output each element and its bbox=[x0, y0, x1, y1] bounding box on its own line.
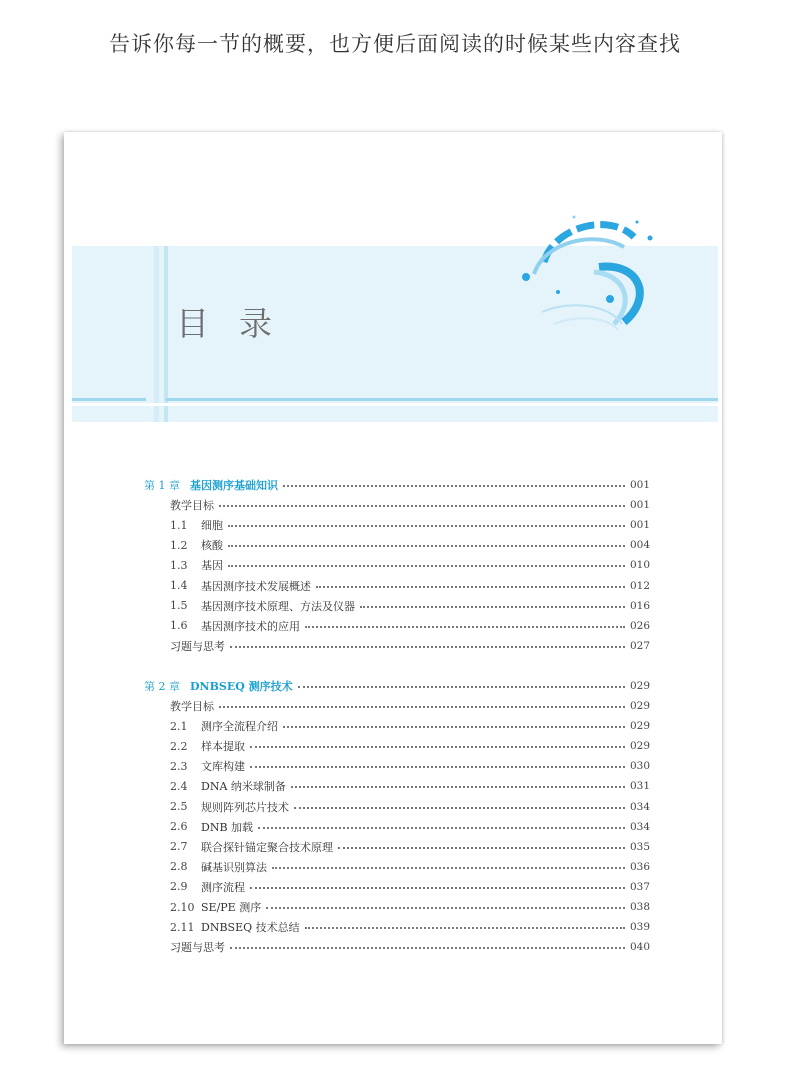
dot-leader bbox=[219, 505, 625, 507]
dot-leader bbox=[230, 947, 625, 949]
section-number: 1.3 bbox=[170, 558, 188, 572]
section-title: SE/PE 测序 bbox=[201, 901, 262, 914]
toc-entry-row[interactable] bbox=[170, 536, 650, 554]
dot-leader bbox=[272, 867, 625, 869]
chapter-number: 第 1 章 bbox=[144, 479, 180, 492]
page-number: 001 bbox=[630, 479, 651, 491]
toc-entry-row[interactable] bbox=[170, 516, 650, 534]
section-title: 碱基识别算法 bbox=[201, 860, 267, 874]
page-number: 010 bbox=[630, 559, 651, 572]
section-number: 1.5 bbox=[170, 599, 188, 613]
dot-leader bbox=[258, 827, 625, 829]
banner-divider-line bbox=[166, 398, 718, 401]
page-number: 040 bbox=[630, 941, 651, 954]
section-title: 基因测序技术发展概述 bbox=[201, 579, 311, 593]
page-number: 029 bbox=[630, 740, 651, 753]
toc-entry-row[interactable] bbox=[170, 637, 650, 655]
page-number: 034 bbox=[630, 820, 651, 833]
page-number: 038 bbox=[630, 901, 651, 913]
section-number: 2.3 bbox=[170, 759, 188, 773]
dot-leader bbox=[305, 927, 625, 929]
dot-leader bbox=[291, 786, 625, 788]
dot-leader bbox=[228, 565, 625, 567]
dot-leader bbox=[360, 606, 625, 608]
dot-leader bbox=[316, 586, 625, 588]
page-number: 039 bbox=[630, 921, 651, 934]
page-number: 031 bbox=[630, 780, 651, 793]
page-number: 029 bbox=[630, 720, 651, 733]
toc-entry-row[interactable] bbox=[170, 798, 650, 816]
toc-entry-row[interactable] bbox=[170, 577, 650, 595]
book-page bbox=[64, 132, 722, 1044]
toc-entry-row[interactable] bbox=[170, 737, 650, 755]
page-number: 030 bbox=[630, 760, 651, 773]
section-title: DNA 纳米球制备 bbox=[201, 780, 286, 794]
toc-entry-row[interactable] bbox=[170, 938, 650, 956]
dot-leader bbox=[250, 766, 625, 768]
dot-leader bbox=[250, 746, 625, 748]
dot-leader bbox=[338, 847, 625, 849]
section-title: 教学目标 bbox=[170, 700, 214, 713]
dot-leader bbox=[228, 525, 625, 527]
dot-leader bbox=[283, 726, 625, 728]
section-number: 2.2 bbox=[170, 739, 188, 753]
toc-entry-row[interactable] bbox=[170, 918, 650, 936]
toc-entry-row[interactable] bbox=[170, 496, 650, 514]
section-number: 2.5 bbox=[170, 800, 188, 813]
dot-leader bbox=[305, 626, 625, 628]
section-title: 规则阵列芯片技术 bbox=[201, 800, 289, 814]
dot-leader bbox=[298, 686, 625, 688]
toc-entry-row[interactable] bbox=[170, 617, 650, 635]
section-title: 教学目标 bbox=[170, 499, 214, 513]
banner-vertical-bar bbox=[164, 246, 168, 422]
dot-leader bbox=[230, 646, 625, 648]
page-number: 029 bbox=[630, 679, 651, 692]
chapter-title: 基因测序基础知识 bbox=[190, 479, 278, 492]
dot-leader bbox=[294, 807, 625, 809]
chapter-title: DNBSEQ 测序技术 bbox=[190, 679, 293, 693]
page-number: 027 bbox=[630, 639, 651, 652]
section-title: 测序全流程介绍 bbox=[201, 720, 278, 734]
toc-entry-row[interactable] bbox=[170, 777, 650, 795]
page-number: 026 bbox=[630, 619, 651, 632]
promo-caption: 告诉你每一节的概要，也方便后面阅读的时候某些内容查找 bbox=[109, 32, 681, 56]
section-title: 联合探针锚定聚合技术原理 bbox=[201, 840, 333, 854]
swirl-decoration-icon bbox=[514, 212, 664, 342]
section-title: 样本提取 bbox=[201, 740, 245, 754]
section-number: 1.2 bbox=[170, 538, 188, 552]
page-number: 036 bbox=[630, 860, 651, 873]
section-title: 基因 bbox=[201, 559, 223, 573]
section-title: 测序流程 bbox=[201, 880, 245, 894]
section-number: 2.11 bbox=[170, 920, 195, 934]
section-number: 1.4 bbox=[170, 579, 188, 592]
section-number: 2.6 bbox=[170, 820, 188, 834]
section-number: 2.8 bbox=[170, 860, 188, 874]
section-number: 2.1 bbox=[170, 719, 188, 733]
section-title: 习题与思考 bbox=[170, 639, 225, 653]
banner-white-strip bbox=[72, 403, 718, 406]
dot-leader bbox=[283, 485, 625, 487]
chapter-number: 第 2 章 bbox=[144, 679, 180, 693]
toc-entry-row[interactable] bbox=[170, 878, 650, 896]
page-number: 034 bbox=[630, 800, 651, 813]
toc-entry-row[interactable] bbox=[170, 858, 650, 876]
page-number: 035 bbox=[630, 840, 651, 853]
toc-entry-row[interactable] bbox=[170, 556, 650, 574]
section-title: 基因测序技术原理、方法及仪器 bbox=[201, 599, 355, 613]
toc-chapter-row[interactable] bbox=[144, 677, 650, 695]
toc-entry-row[interactable] bbox=[170, 898, 650, 916]
page-number: 037 bbox=[630, 880, 651, 893]
toc-entry-row[interactable] bbox=[170, 838, 650, 856]
dot-leader bbox=[219, 706, 625, 708]
toc-entry-row[interactable] bbox=[170, 717, 650, 735]
section-number: 2.9 bbox=[170, 880, 188, 894]
banner-vertical-bar bbox=[154, 246, 159, 422]
toc-entry-row[interactable] bbox=[170, 818, 650, 836]
section-title: 习题与思考 bbox=[170, 941, 225, 955]
dot-leader bbox=[250, 887, 625, 889]
page-number: 029 bbox=[630, 700, 651, 712]
page-number: 001 bbox=[630, 499, 651, 512]
toc-chapter-row[interactable] bbox=[144, 476, 650, 494]
toc-entry-row[interactable] bbox=[170, 597, 650, 615]
section-title: 文库构建 bbox=[201, 760, 245, 774]
section-title: 基因测序技术的应用 bbox=[201, 619, 300, 633]
banner-divider-line bbox=[72, 398, 146, 401]
page-number: 012 bbox=[630, 579, 651, 592]
dot-leader bbox=[266, 907, 625, 909]
section-title: DNBSEQ 技术总结 bbox=[201, 921, 300, 935]
section-number: 2.4 bbox=[170, 779, 188, 793]
section-number: 1.1 bbox=[170, 518, 188, 532]
page-number: 016 bbox=[630, 599, 651, 612]
page-number: 004 bbox=[630, 539, 651, 552]
section-number: 2.7 bbox=[170, 840, 188, 854]
toc-entry-row[interactable] bbox=[170, 757, 650, 775]
toc-entry-row[interactable] bbox=[170, 697, 650, 715]
section-number: 1.6 bbox=[170, 619, 188, 633]
section-number: 2.10 bbox=[170, 900, 195, 914]
section-title: 核酸 bbox=[201, 539, 223, 553]
section-title: DNB 加载 bbox=[201, 820, 254, 834]
dot-leader bbox=[228, 545, 625, 547]
section-title: 细胞 bbox=[201, 519, 223, 533]
toc-heading: 目录 bbox=[176, 304, 302, 343]
page-number: 001 bbox=[630, 519, 651, 532]
